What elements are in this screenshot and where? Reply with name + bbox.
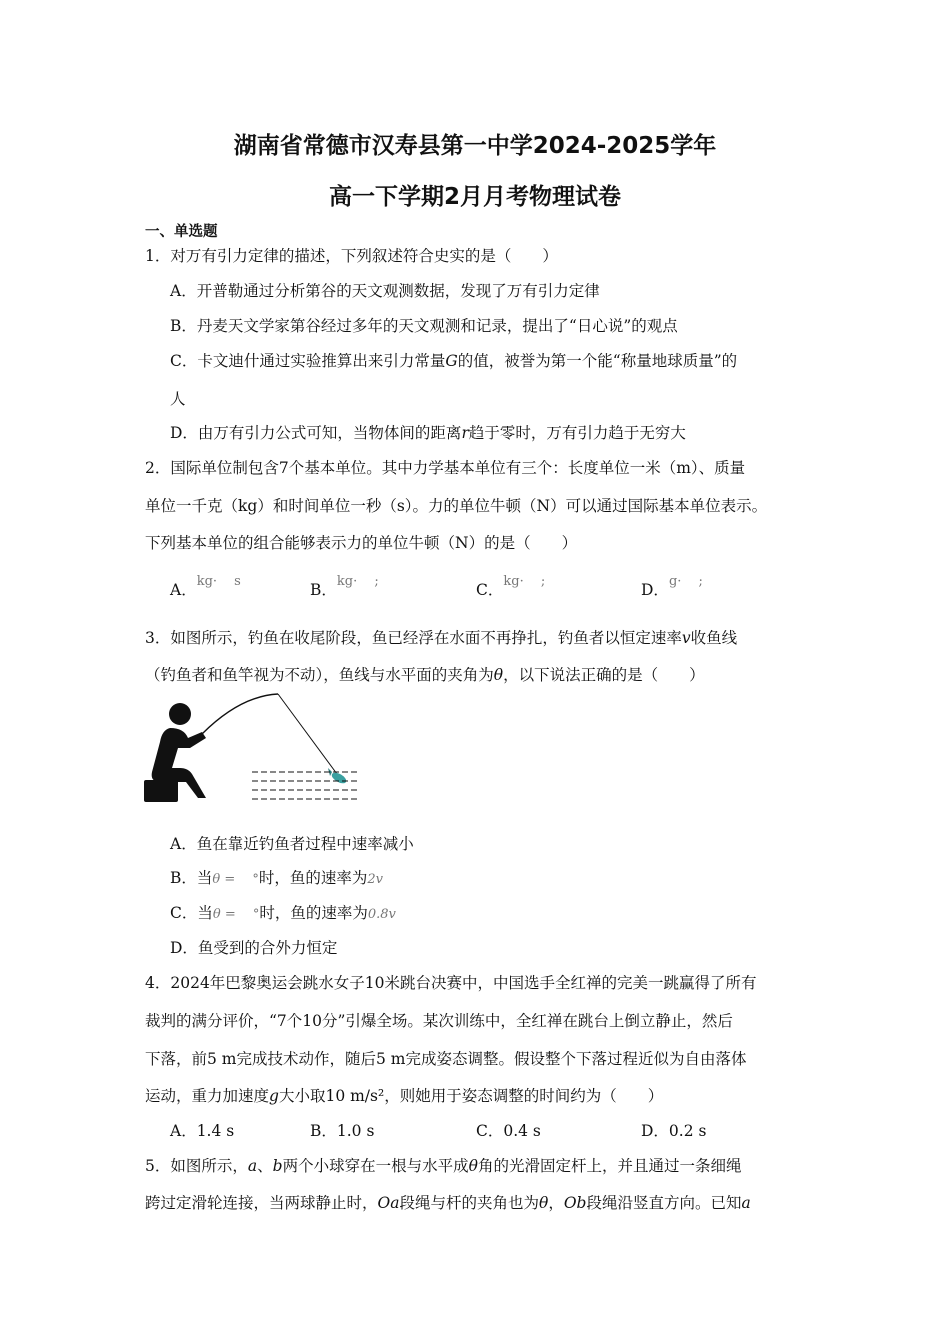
q2-option-c-formula: kg· ;	[503, 574, 546, 589]
q2-option-c	[476, 574, 546, 600]
q2-option-a-formula: kg· s	[196, 574, 241, 589]
q2-option-d-formula: g· ;	[668, 574, 703, 589]
q3-option-b-val: 2v	[367, 872, 384, 887]
q3-stem-line1-text1: 3．如图所示，钓鱼在收尾阶段，鱼已经浮在水面不再挣扎，钓鱼者以恒定速率	[145, 629, 682, 647]
q4-stem-line1: 4．2024年巴黎奥运会跳水女子10米跳台决赛中，中国选手全红禅的完美一跳赢得了所有	[145, 974, 757, 992]
q3-option-c-eq: θ = °	[212, 907, 260, 922]
q3-stem-line2	[145, 663, 705, 685]
q5-var-theta-2: θ	[538, 1194, 549, 1212]
q3-stem-var-v: v	[681, 629, 691, 647]
q2-option-b-formula: kg· ;	[336, 574, 379, 589]
q5-stem-line1-text2: 两个小球穿在一根与水平成	[282, 1157, 469, 1175]
q2-option-a-label: A．	[170, 581, 197, 599]
q5-var-a: a	[247, 1157, 258, 1175]
page-subtitle: 高一下学期2月月考物理试卷	[328, 184, 621, 210]
q1-option-b: B．丹麦天文学家第谷经过多年的天文观测和记录，提出了“日心说”的观点	[170, 317, 678, 335]
q3-stem-var-theta: θ	[493, 666, 504, 684]
q2-option-a	[170, 574, 241, 600]
q3-option-c-text2: 时，鱼的速率为	[259, 904, 368, 922]
q1-option-c-text1: C．卡文迪什通过实验推算出来引力常量	[170, 352, 446, 370]
q2-option-d	[641, 574, 703, 600]
q4-option-b: B．1.0 s	[310, 1122, 375, 1140]
q4-stem-line4-text1: 运动，重力加速度	[145, 1087, 270, 1105]
q4-option-a: A．1.4 s	[170, 1122, 235, 1140]
q1-option-c-var: G	[445, 352, 458, 370]
q5-var-a-2: a	[741, 1194, 751, 1212]
q3-stem-line2-text2: ，以下说法正确的是（ ）	[503, 666, 705, 684]
q3-option-b-eq: θ = °	[212, 872, 259, 887]
q1-option-d	[170, 421, 686, 443]
q5-stem-line2-text1: 跨过定滑轮连接，当两球静止时，	[145, 1194, 378, 1212]
stool	[144, 780, 178, 802]
q5-stem-line1-text1: 5．如图所示，	[145, 1157, 248, 1175]
section-heading: 一、单选题	[145, 224, 218, 240]
q5-var-ob: Ob	[563, 1194, 587, 1212]
q5-stem-line2-text3: 段绳沿竖直方向。已知	[586, 1194, 742, 1212]
q1-option-d-text1: D．由万有引力公式可知，当物体间的距离	[170, 424, 462, 442]
q5-stem-line2	[145, 1191, 751, 1213]
q1-option-c-text2: 的值，被誉为第一个能“称量地球质量”的	[457, 352, 738, 370]
q2-option-b	[310, 574, 379, 600]
q4-stem-line3: 下落，前5 m完成技术动作，随后5 m完成姿态调整。假设整个下落过程近似为自由落体	[145, 1050, 747, 1068]
q3-option-c-val: 0.8v	[367, 907, 396, 922]
fishing-figure	[140, 690, 370, 810]
q2-stem-line3: 下列基本单位的组合能够表示力的单位牛顿（N）的是（ ）	[145, 534, 578, 552]
q4-stem-line4-text2: 大小取10 m/s²，则她用于姿态调整的时间约为（ ）	[278, 1087, 664, 1105]
q3-stem-line1	[145, 626, 737, 648]
fishing-rod	[202, 694, 278, 734]
q1-option-c	[170, 349, 737, 371]
fish-icon	[328, 768, 348, 785]
q3-option-c	[170, 901, 396, 923]
q5-stem-line1	[145, 1154, 741, 1176]
q5-stem-line2-text2: 段绳与杆的夹角也为	[399, 1194, 539, 1212]
q5-stem-line1-text3: 角的光滑固定杆上，并且通过一条细绳	[477, 1157, 742, 1175]
q1-option-d-var: r	[461, 424, 469, 442]
q5-stem-line2-sep: ，	[548, 1194, 564, 1212]
q1-stem: 1．对万有引力定律的描述，下列叙述符合史实的是（ ）	[145, 247, 558, 265]
q1-option-d-text2: 趋于零时，万有引力趋于无穷大	[468, 424, 686, 442]
q3-option-c-text1: C．当	[170, 904, 213, 922]
q4-option-c: C．0.4 s	[476, 1122, 541, 1140]
q2-option-c-label: C．	[476, 581, 504, 599]
q3-option-b-text1: B．当	[170, 869, 213, 887]
q3-option-b-text2: 时，鱼的速率为	[258, 869, 368, 887]
q4-stem-var-g: g	[269, 1087, 279, 1105]
q4-option-d: D．0.2 s	[641, 1122, 707, 1140]
page-title: 湖南省常德市汉寿县第一中学2024-2025学年	[233, 133, 717, 159]
q1-option-c-cont: 人	[170, 390, 186, 408]
q5-stem-line1-sep: 、	[257, 1157, 273, 1175]
q3-stem-line1-text2: 收鱼线	[690, 629, 738, 647]
q2-stem-line2: 单位一千克（kg）和时间单位一秒（s）。力的单位牛顿（N）可以通过国际基本单位表示。	[145, 497, 768, 515]
q3-option-a: A．鱼在靠近钓鱼者过程中速率减小	[170, 835, 414, 853]
q5-var-theta: θ	[468, 1157, 478, 1175]
q3-stem-line2-text1: （钓鱼者和鱼竿视为不动），鱼线与水平面的夹角为	[145, 666, 494, 684]
q2-stem-line1: 2．国际单位制包含7个基本单位。其中力学基本单位有三个：长度单位一米（m）、质量	[145, 459, 746, 477]
q5-var-b: b	[272, 1157, 283, 1175]
q3-option-b	[170, 866, 383, 888]
fisherman-silhouette	[144, 703, 206, 802]
q2-option-d-label: D．	[641, 581, 669, 599]
fishing-line	[278, 694, 337, 774]
q4-stem-line4	[145, 1084, 663, 1106]
q2-option-b-label: B．	[310, 581, 337, 599]
fisherman-head	[169, 703, 191, 725]
q5-var-oa: Oa	[377, 1194, 400, 1212]
q4-stem-line2: 裁判的满分评价，“7个10分”引爆全场。某次训练中，全红禅在跳台上倒立静止，然后	[145, 1012, 733, 1030]
q3-option-d: D．鱼受到的合外力恒定	[170, 939, 338, 957]
q1-option-a: A．开普勒通过分析第谷的天文观测数据，发现了万有引力定律	[170, 282, 600, 300]
